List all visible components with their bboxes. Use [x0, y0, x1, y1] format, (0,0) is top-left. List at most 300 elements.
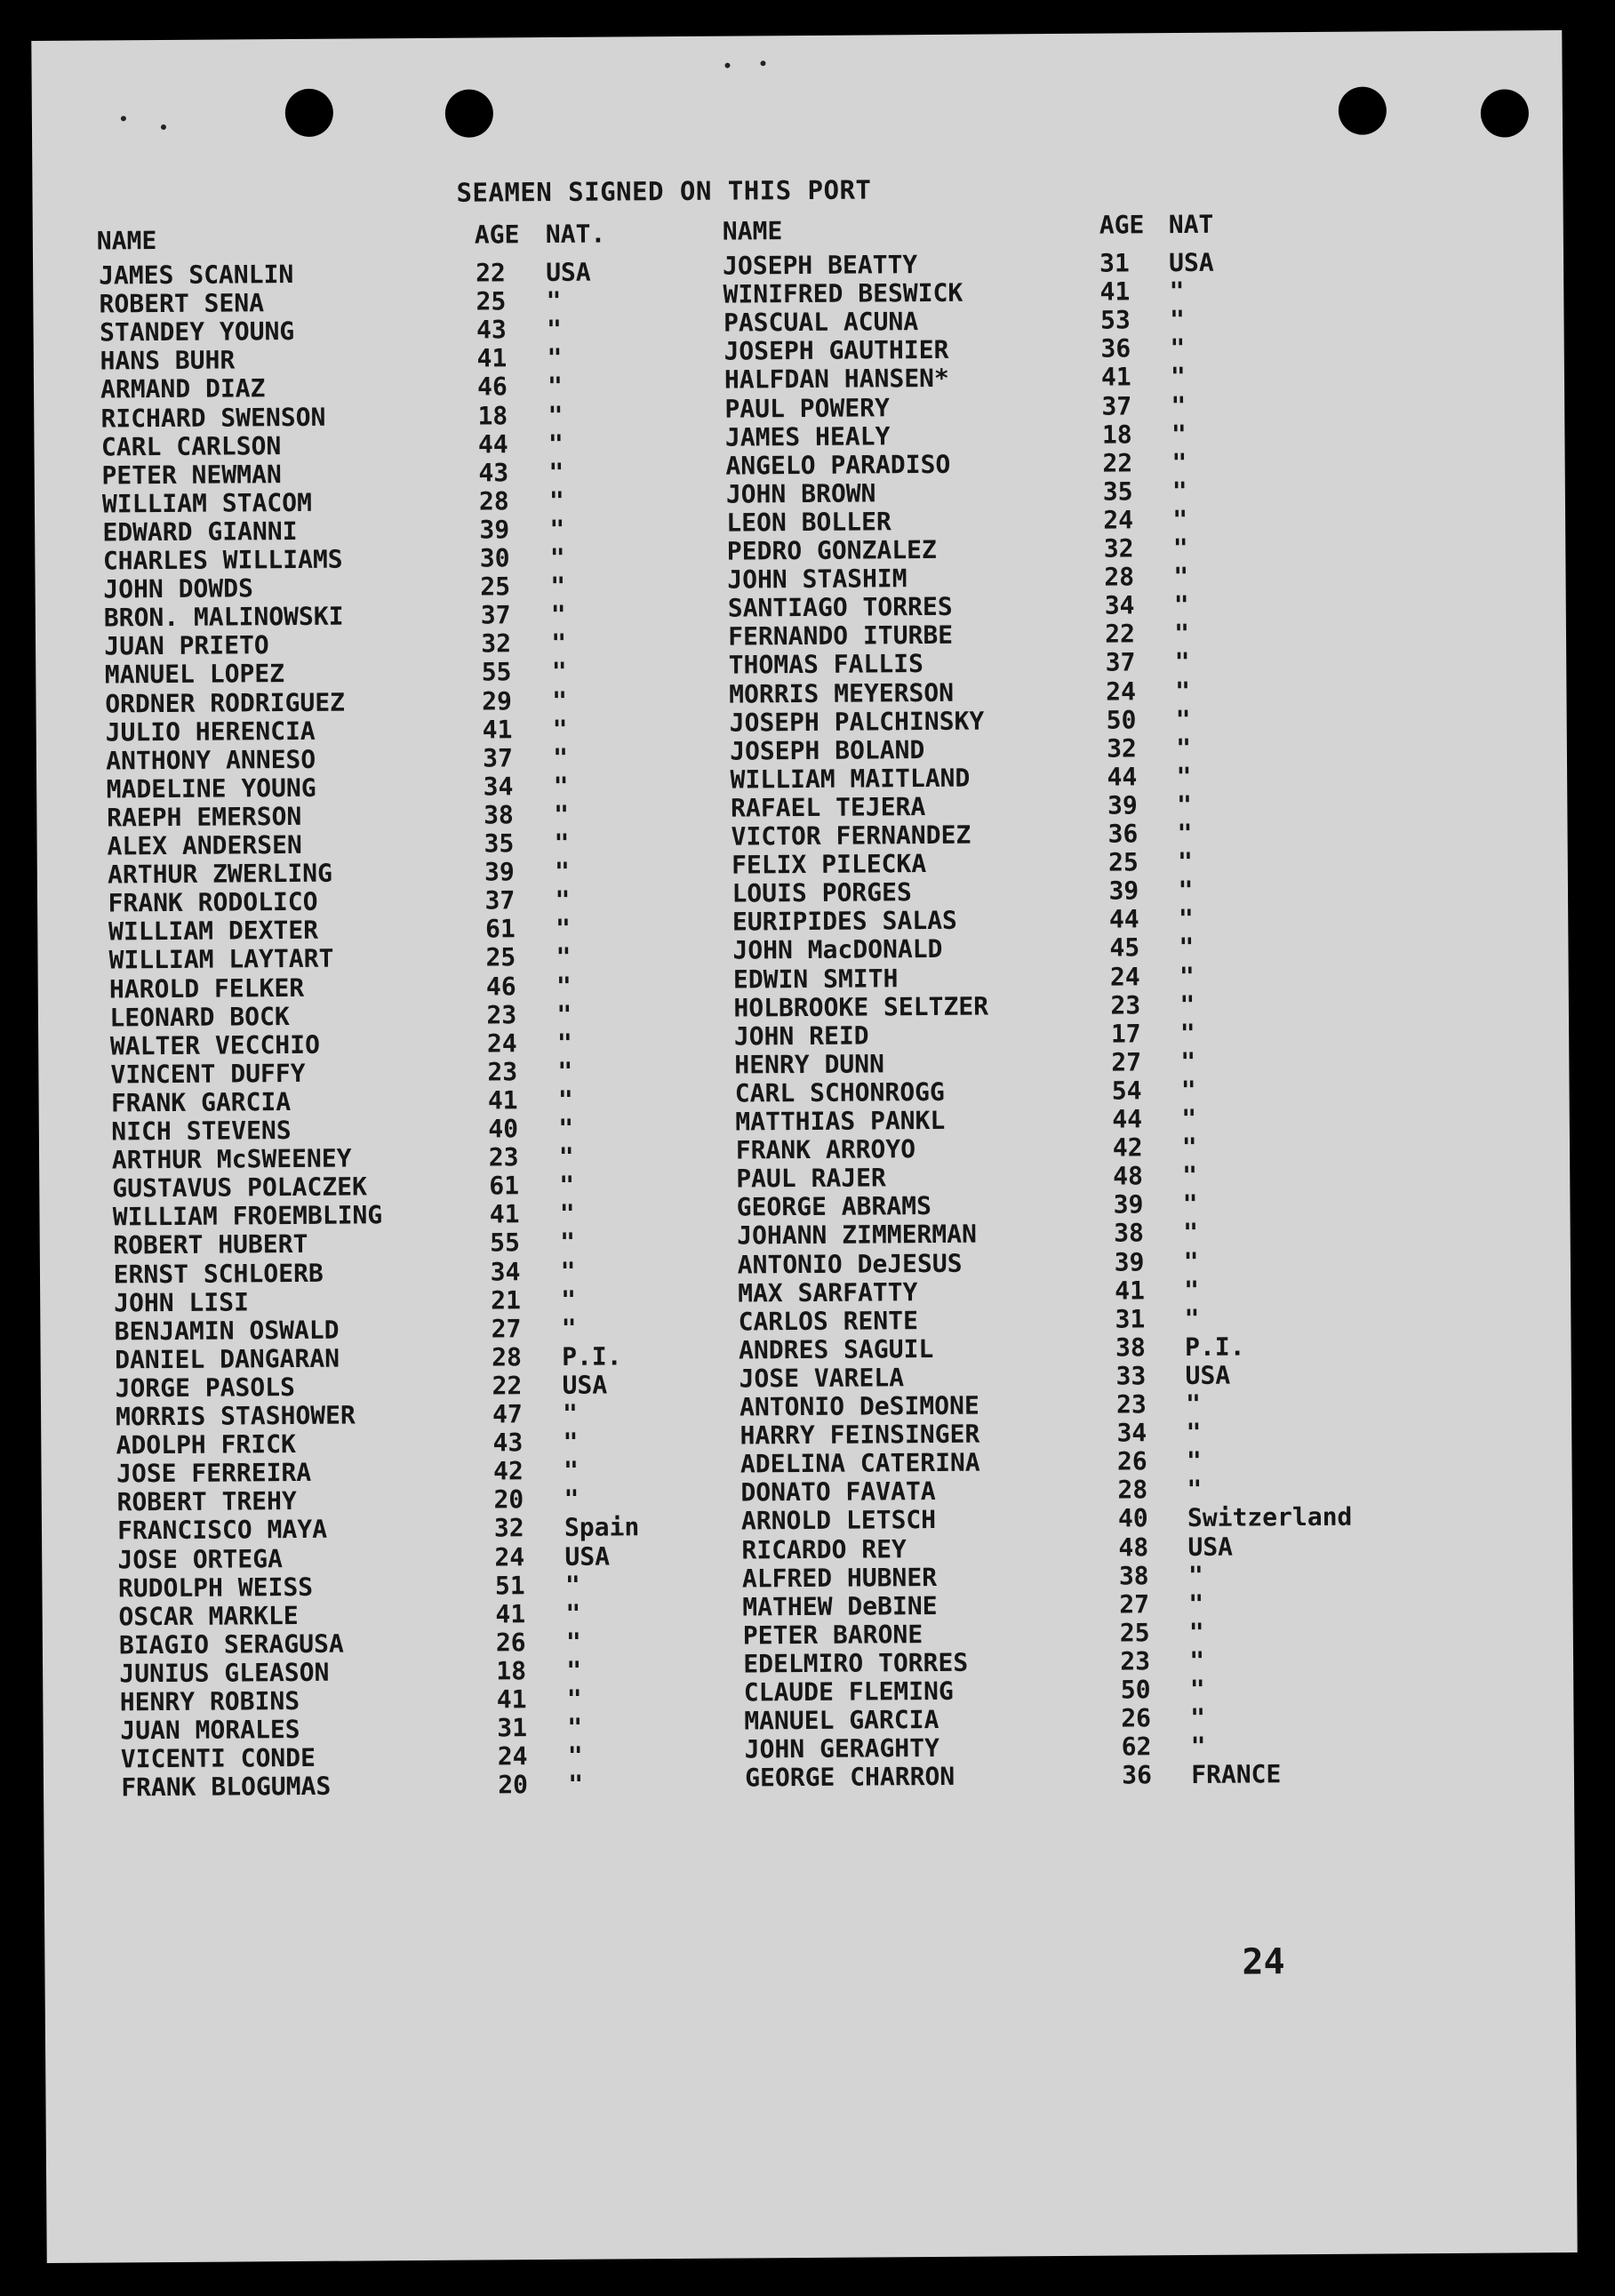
- speck: [121, 116, 126, 121]
- list-row-nat: ": [1171, 476, 1187, 506]
- list-row-name: EDWIN SMITH: [732, 963, 899, 995]
- list-row-name: PEDRO GONZALEZ: [726, 534, 937, 566]
- list-row-name: FRANK RODOLICO: [108, 887, 318, 918]
- list-row-name: GEORGE CHARRON: [745, 1762, 955, 1793]
- list-row-name: CARL SCHONROGG: [734, 1076, 945, 1108]
- list-row-nat: ": [558, 1141, 574, 1172]
- list-row-nat: ": [556, 1028, 572, 1058]
- list-row-age: 28: [1104, 562, 1135, 592]
- list-row-nat: ": [567, 1712, 583, 1742]
- list-row-name: RICARDO REY: [741, 1533, 907, 1565]
- list-row-age: 25: [1107, 847, 1139, 877]
- list-row-name: HALFDAN HANSEN*: [724, 364, 949, 395]
- list-row-age: 27: [491, 1313, 522, 1344]
- list-row-nat: ": [554, 856, 571, 887]
- document-page: [31, 30, 1577, 2263]
- list-row-name: WILLIAM STACOM: [101, 487, 313, 519]
- list-row-age: 24: [1103, 505, 1134, 535]
- list-row-name: GUSTAVUS POLACZEK: [112, 1172, 367, 1204]
- list-row-nat: USA: [562, 1370, 608, 1400]
- list-row-age: 34: [1116, 1418, 1147, 1448]
- list-row-name: HARRY FEINSINGER: [740, 1419, 980, 1451]
- list-row-name: WILLIAM LAYTART: [108, 944, 334, 975]
- list-row-name: JOSEPH BOLAND: [730, 734, 925, 766]
- page-title: SEAMEN SIGNED ON THIS PORT: [456, 174, 872, 208]
- list-row-age: 45: [1109, 932, 1140, 963]
- list-row-nat: ": [1177, 847, 1193, 877]
- list-row-nat: ": [568, 1770, 584, 1800]
- list-row-age: 44: [1107, 762, 1138, 792]
- list-row-nat: ": [554, 828, 570, 858]
- list-row-name: FRANCISCO MAYA: [116, 1515, 328, 1546]
- list-row-nat: ": [546, 315, 563, 345]
- speck: [724, 63, 730, 68]
- list-row-name: PAUL RAJER: [736, 1163, 886, 1194]
- list-row-nat: ": [1169, 305, 1185, 335]
- list-row-nat: ": [1171, 390, 1187, 420]
- list-row-age: 61: [489, 1171, 520, 1201]
- list-row-age: 32: [481, 628, 512, 659]
- list-row-name: JAMES SCANLIN: [99, 259, 294, 291]
- list-row-nat: ": [550, 571, 566, 602]
- list-row-nat: ": [1170, 333, 1186, 364]
- list-row-name: HANS BUHR: [100, 345, 236, 376]
- list-row-nat: ": [546, 285, 562, 316]
- list-row-nat: ": [1173, 590, 1189, 620]
- list-row-nat: ": [554, 799, 570, 829]
- list-row-name: VICTOR FERNANDEZ: [731, 820, 971, 852]
- list-row-name: DANIEL DANGARAN: [115, 1343, 340, 1375]
- list-row-nat: ": [561, 1284, 577, 1315]
- list-row-nat: ": [1186, 1417, 1202, 1448]
- list-row-age: 18: [1101, 420, 1132, 450]
- list-row-age: 48: [1113, 1161, 1144, 1191]
- list-row-age: 23: [486, 999, 517, 1030]
- speck: [760, 60, 765, 66]
- list-row-name: JOSE VARELA: [739, 1363, 905, 1394]
- list-row-age: 24: [494, 1541, 525, 1572]
- list-row-age: 44: [1112, 1104, 1143, 1134]
- list-row-nat: ": [1177, 818, 1193, 849]
- list-row-name: RAEPH EMERSON: [107, 801, 302, 833]
- list-row-name: CARL CARLSON: [100, 430, 282, 462]
- list-row-name: LOUIS PORGES: [732, 877, 912, 908]
- list-row-age: 23: [1120, 1646, 1151, 1676]
- list-row-nat: ": [1185, 1388, 1202, 1420]
- list-row-age: 32: [493, 1513, 524, 1543]
- list-row-age: 41: [1099, 276, 1131, 307]
- list-row-age: 38: [1118, 1560, 1149, 1591]
- list-row-name: OSCAR MARKLE: [118, 1600, 299, 1632]
- list-row-nat: ": [548, 457, 564, 487]
- list-row-name: WILLIAM MAITLAND: [730, 763, 971, 795]
- list-row-name: MANUEL LOPEZ: [104, 659, 285, 690]
- list-row-nat: ": [1175, 676, 1191, 706]
- list-row-name: FERNANDO ITURBE: [728, 620, 954, 652]
- list-row-nat: ": [565, 1627, 581, 1657]
- list-row-name: JULIO HERENCIA: [105, 716, 316, 748]
- list-row-age: 25: [476, 286, 507, 316]
- list-row-nat: USA: [1168, 247, 1214, 278]
- list-row-name: LEONARD BOCK: [109, 1001, 290, 1033]
- list-row-name: MATTHIAS PANKL: [735, 1105, 946, 1137]
- list-row-name: JOHN MacDONALD: [732, 934, 943, 965]
- list-row-name: HOLBROOKE SELTZER: [733, 991, 989, 1023]
- list-row-nat: ": [1174, 647, 1190, 677]
- list-row-age: 39: [1113, 1189, 1144, 1220]
- list-row-nat: ": [548, 485, 564, 516]
- list-row-name: LEON BOLLER: [726, 507, 891, 538]
- list-row-name: JOSE ORTEGA: [117, 1543, 284, 1574]
- list-row-nat: ": [556, 971, 572, 1001]
- list-row-name: RUDOLPH WEISS: [117, 1572, 314, 1603]
- list-row-name: BRON. MALINOWSKI: [103, 601, 344, 633]
- list-row-age: 36: [1122, 1760, 1153, 1790]
- list-row-age: 42: [1112, 1132, 1143, 1163]
- list-row-name: ARMAND DIAZ: [100, 373, 266, 404]
- list-row-age: 22: [1102, 448, 1133, 478]
- list-row-age: 35: [1102, 476, 1133, 507]
- list-row-age: 20: [498, 1770, 529, 1800]
- list-row-nat: ": [556, 999, 572, 1029]
- list-row-age: 23: [1110, 989, 1141, 1020]
- list-row-age: 27: [1111, 1047, 1142, 1077]
- list-row-name: PETER BARONE: [742, 1619, 923, 1651]
- list-row-age: 43: [476, 315, 507, 345]
- list-row-age: 22: [476, 258, 506, 288]
- list-row-age: 37: [484, 885, 516, 916]
- list-row-nat: Switzerland: [1187, 1502, 1353, 1533]
- list-row-age: 18: [496, 1656, 527, 1686]
- list-row-name: ROBERT TREHY: [116, 1486, 297, 1517]
- list-row-name: CARLOS RENTE: [738, 1305, 919, 1337]
- list-row-age: 36: [1100, 333, 1131, 364]
- list-row-name: ANGELO PARADISO: [725, 449, 951, 481]
- list-row-nat: ": [1184, 1303, 1200, 1333]
- list-row-age: 34: [490, 1256, 521, 1286]
- list-row-nat: FRANCE: [1191, 1759, 1282, 1790]
- list-row-name: JORGE PASOLS: [115, 1372, 296, 1404]
- list-row-age: 33: [1115, 1361, 1147, 1391]
- list-row-name: CHARLES WILLIAMS: [102, 544, 343, 576]
- list-row-nat: ": [1182, 1161, 1198, 1191]
- list-row-nat: ": [1173, 562, 1189, 592]
- list-row-age: 22: [1105, 619, 1136, 649]
- list-row-name: CLAUDE FLEMING: [743, 1676, 954, 1708]
- list-row-nat: ": [1180, 1046, 1196, 1076]
- list-row-nat: ": [1187, 1475, 1203, 1505]
- list-row-name: HENRY ROBINS: [119, 1685, 300, 1717]
- list-row-nat: ": [551, 657, 567, 687]
- list-row-nat: ": [1171, 419, 1187, 449]
- list-row-age: 28: [1117, 1475, 1148, 1505]
- list-row-nat: ": [1183, 1218, 1199, 1248]
- list-row-nat: ": [1176, 761, 1192, 791]
- list-row-age: 31: [1099, 248, 1130, 278]
- list-row-nat: ": [552, 685, 568, 716]
- list-row-nat: ": [566, 1655, 582, 1685]
- list-row-age: 44: [477, 428, 508, 460]
- list-row-nat: ": [559, 1170, 575, 1201]
- list-row-age: 46: [476, 372, 508, 402]
- list-row-name: MORRIS STASHOWER: [115, 1400, 356, 1432]
- list-row-age: 39: [484, 857, 515, 887]
- list-row-name: JOSEPH PALCHINSKY: [729, 706, 985, 738]
- list-row-name: JUAN MORALES: [120, 1715, 300, 1746]
- list-row-nat: ": [565, 1598, 581, 1628]
- list-row-age: 55: [481, 657, 512, 687]
- list-row-name: JOSEPH GAUTHIER: [724, 335, 949, 366]
- list-row-name: JOSEPH BEATTY: [722, 250, 918, 281]
- list-row-name: JAMES HEALY: [724, 420, 891, 452]
- list-row-nat: ": [1171, 447, 1187, 477]
- list-row-age: 24: [486, 1028, 517, 1059]
- list-row-name: MORRIS MEYERSON: [729, 677, 955, 709]
- left-name-header: NAME: [96, 226, 157, 256]
- list-row-age: 44: [1108, 904, 1139, 934]
- list-row-age: 24: [1106, 676, 1137, 707]
- list-row-nat: ": [1183, 1246, 1199, 1276]
- list-row-name: PAUL POWERY: [724, 392, 890, 424]
- list-row-nat: ": [1179, 989, 1195, 1020]
- list-row-age: 51: [494, 1570, 525, 1601]
- list-row-nat: ": [560, 1256, 576, 1286]
- list-row-age: 41: [476, 343, 508, 373]
- list-row-name: BENJAMIN OSWALD: [114, 1315, 340, 1347]
- list-row-nat: ": [1182, 1189, 1198, 1220]
- list-row-nat: ": [563, 1427, 579, 1457]
- list-row-name: ROBERT HUBERT: [113, 1229, 308, 1260]
- list-row-nat: ": [555, 914, 572, 944]
- list-row-name: ANTONIO DeJESUS: [737, 1248, 963, 1280]
- list-row-nat: ": [1169, 276, 1185, 307]
- list-row-age: 35: [484, 828, 515, 859]
- list-row-nat: ": [549, 514, 565, 544]
- list-row-name: BIAGIO SERAGUSA: [118, 1628, 344, 1660]
- list-row-name: HENRY DUNN: [734, 1049, 885, 1080]
- list-row-name: ARTHUR McSWEENEY: [111, 1143, 352, 1175]
- punch-hole-1: [285, 89, 333, 137]
- list-row-name: PETER NEWMAN: [101, 459, 282, 491]
- list-row-name: WILLIAM FROEMBLING: [112, 1200, 383, 1232]
- list-row-age: 32: [1103, 533, 1134, 564]
- left-nat-header: NAT.: [545, 219, 606, 250]
- list-row-nat: ": [560, 1228, 576, 1258]
- list-row-nat: ": [1180, 1075, 1196, 1105]
- list-row-name: ARTHUR ZWERLING: [107, 858, 333, 890]
- list-row-age: 39: [1107, 790, 1138, 820]
- list-row-name: EURIPIDES SALAS: [732, 906, 957, 937]
- list-row-age: 43: [492, 1428, 524, 1458]
- punch-hole-2: [445, 89, 493, 137]
- list-row-age: 38: [1115, 1332, 1146, 1363]
- list-row-age: 23: [487, 1057, 518, 1087]
- list-row-nat: ": [1174, 619, 1190, 649]
- list-row-name: RICHARD SWENSON: [100, 402, 326, 434]
- list-row-name: ANTHONY ANNESO: [106, 744, 316, 776]
- list-row-nat: USA: [546, 257, 591, 288]
- list-row-name: MAX SARFATTY: [738, 1276, 918, 1308]
- list-row-nat: ": [564, 1484, 580, 1515]
- list-row-nat: ": [553, 742, 569, 772]
- list-row-age: 32: [1107, 733, 1137, 764]
- list-row-age: 24: [1109, 961, 1140, 992]
- list-row-age: 37: [1105, 647, 1136, 678]
- list-row-nat: P.I.: [1184, 1332, 1245, 1362]
- list-row-name: MANUEL GARCIA: [744, 1705, 939, 1736]
- right-age-header: AGE: [1099, 210, 1145, 240]
- list-row-name: PASCUAL ACUNA: [723, 307, 919, 338]
- list-row-name: JOHN BROWN: [725, 478, 876, 509]
- list-row-nat: ": [1188, 1588, 1204, 1619]
- list-row-age: 36: [1107, 819, 1139, 849]
- list-row-nat: P.I.: [562, 1341, 622, 1372]
- list-row-nat: ": [547, 372, 563, 402]
- list-row-nat: ": [550, 600, 566, 630]
- list-row-nat: ": [1190, 1732, 1206, 1762]
- list-row-nat: ": [551, 628, 567, 659]
- list-row-age: 26: [1116, 1446, 1147, 1476]
- list-row-nat: USA: [1185, 1360, 1231, 1390]
- list-row-age: 30: [479, 543, 510, 573]
- list-row-name: ROBERT SENA: [99, 288, 265, 319]
- list-row-name: FRANK ARROYO: [735, 1134, 916, 1165]
- list-row-age: 31: [1115, 1304, 1146, 1334]
- right-name-header: NAME: [722, 216, 783, 246]
- list-row-nat: ": [567, 1740, 583, 1772]
- list-row-age: 25: [480, 572, 511, 602]
- list-row-name: ADELINA CATERINA: [740, 1447, 980, 1479]
- list-row-nat: ": [557, 1056, 573, 1086]
- list-row-nat: ": [1181, 1132, 1197, 1163]
- list-row-name: ORDNER RODRIGUEZ: [105, 687, 346, 718]
- list-row-name: FRANK BLOGUMAS: [121, 1772, 332, 1803]
- list-row-name: ANDRES SAGUIL: [738, 1333, 934, 1365]
- list-row-age: 41: [496, 1684, 527, 1715]
- list-row-name: JOHN REID: [733, 1020, 869, 1052]
- list-row-nat: ": [1170, 362, 1186, 392]
- list-row-name: EDELMIRO TORRES: [743, 1647, 969, 1679]
- list-row-age: 39: [1108, 876, 1139, 906]
- list-row-age: 37: [480, 600, 511, 630]
- list-row-age: 47: [492, 1399, 523, 1429]
- list-row-name: WINIFRED BESWICK: [723, 277, 963, 309]
- list-row-nat: ": [1176, 789, 1193, 820]
- list-row-name: JOHANN ZIMMERMAN: [737, 1220, 978, 1251]
- list-row-name: SANTIAGO TORRES: [727, 592, 953, 623]
- list-row-age: 20: [493, 1484, 524, 1515]
- list-row-age: 38: [1114, 1218, 1145, 1248]
- list-row-age: 21: [491, 1284, 522, 1316]
- list-row-nat: ": [561, 1313, 577, 1343]
- list-row-name: HAROLD FELKER: [108, 972, 305, 1004]
- list-row-name: JUNIUS GLEASON: [119, 1657, 330, 1689]
- list-row-age: 48: [1118, 1532, 1149, 1563]
- list-row-age: 18: [477, 400, 508, 431]
- speck: [161, 124, 166, 130]
- list-row-nat: ": [549, 542, 565, 572]
- list-row-name: EDWARD GIANNI: [102, 516, 298, 548]
- list-row-name: VICENTI CONDE: [120, 1743, 316, 1774]
- list-row-age: 31: [497, 1713, 528, 1743]
- list-row-name: ARNOLD LETSCH: [740, 1505, 937, 1536]
- list-row-nat: ": [552, 714, 568, 744]
- list-row-name: VINCENT DUFFY: [110, 1058, 306, 1090]
- list-row-age: 27: [1119, 1588, 1150, 1620]
- list-row-age: 46: [485, 971, 516, 1001]
- list-row-nat: ": [556, 942, 572, 972]
- list-row-name: ALEX ANDERSEN: [107, 829, 302, 861]
- list-row-age: 37: [483, 742, 514, 773]
- list-row-age: 39: [479, 515, 510, 545]
- list-row-name: JOHN STASHIM: [727, 564, 907, 595]
- list-row-age: 62: [1121, 1732, 1152, 1762]
- list-row-nat: ": [1179, 1018, 1195, 1048]
- list-row-nat: ": [1172, 532, 1188, 564]
- list-row-age: 50: [1106, 704, 1137, 735]
- list-row-name: JOHN DOWDS: [103, 573, 254, 604]
- list-row-nat: ": [1188, 1617, 1204, 1647]
- list-row-name: ALFRED HUBNER: [741, 1562, 938, 1594]
- list-row-age: 24: [497, 1741, 528, 1772]
- list-row-nat: ": [1190, 1702, 1206, 1733]
- list-row-age: 34: [1104, 590, 1135, 620]
- punch-hole-4: [1481, 89, 1529, 137]
- list-row-age: 40: [488, 1114, 519, 1144]
- left-age-header: AGE: [474, 220, 520, 250]
- list-row-nat: ": [547, 343, 563, 373]
- list-row-nat: ": [559, 1199, 575, 1229]
- list-row-nat: ": [1178, 876, 1194, 906]
- list-row-age: 28: [478, 486, 509, 516]
- list-row-name: RAFAEL TEJERA: [730, 791, 926, 823]
- list-row-nat: USA: [1187, 1532, 1234, 1562]
- list-row-nat: USA: [564, 1541, 611, 1572]
- list-row-age: 42: [492, 1456, 524, 1486]
- list-row-name: THOMAS FALLIS: [728, 649, 923, 680]
- list-row-age: 37: [1101, 390, 1132, 421]
- list-row-age: 38: [484, 800, 514, 830]
- list-row-name: ERNST SCHLOERB: [113, 1258, 324, 1289]
- list-row-age: 39: [1114, 1246, 1145, 1277]
- list-row-nat: ": [1178, 904, 1194, 934]
- list-row-nat: ": [1189, 1645, 1205, 1676]
- list-row-age: 50: [1120, 1675, 1151, 1705]
- punch-hole-3: [1339, 86, 1387, 134]
- list-row-nat: ": [564, 1570, 580, 1600]
- list-row-age: 26: [1121, 1703, 1152, 1733]
- list-row-age: 23: [488, 1142, 519, 1172]
- list-row-name: WALTER VECCHIO: [109, 1029, 321, 1061]
- right-nat-header: NAT: [1168, 209, 1214, 240]
- list-row-name: JOHN GERAGHTY: [744, 1733, 939, 1764]
- list-row-name: JOHN LISI: [114, 1286, 250, 1318]
- list-row-nat: ": [1186, 1446, 1202, 1476]
- list-row-nat: ": [562, 1398, 579, 1428]
- list-row-age: 17: [1110, 1019, 1141, 1049]
- list-row-nat: ": [1187, 1560, 1203, 1590]
- list-row-name: STANDEY YOUNG: [99, 316, 295, 348]
- list-row-age: 41: [1115, 1275, 1145, 1306]
- list-row-age: 61: [484, 914, 516, 944]
- list-row-nat: ": [1181, 1103, 1197, 1134]
- list-row-age: 23: [1115, 1389, 1147, 1420]
- list-row-nat: ": [1179, 961, 1195, 991]
- list-row-age: 25: [1119, 1618, 1150, 1648]
- list-row-nat: ": [558, 1113, 574, 1143]
- list-row-age: 41: [482, 714, 513, 745]
- list-row-age: 25: [485, 942, 516, 972]
